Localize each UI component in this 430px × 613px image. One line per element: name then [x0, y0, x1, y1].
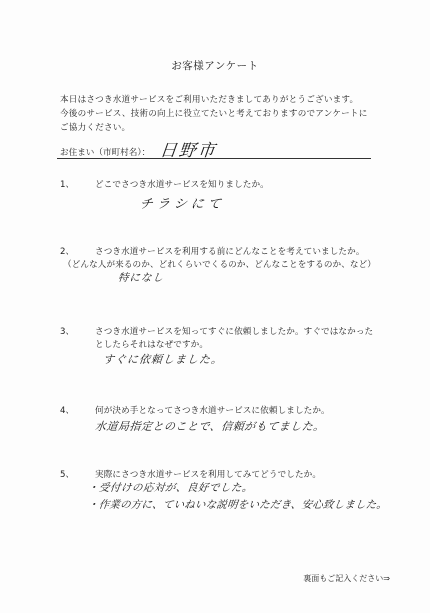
- footer-note: 裏面もご記入ください⇒: [303, 574, 390, 583]
- question-3-text-line-2: としたらそれはなぜですか。: [95, 340, 209, 350]
- question-3-answer: すぐに依頼しました。: [102, 353, 224, 366]
- address-label: お住まい（市町村名）：: [60, 148, 151, 158]
- question-5-answer-line-1: ・受付けの応対が、良好でした。: [87, 482, 254, 494]
- question-5-number: 5、: [60, 470, 75, 480]
- question-1-answer: チラシにて: [139, 197, 226, 212]
- question-2-answer: 特になし: [117, 272, 165, 284]
- intro-line-1: 本日はさつき水道サービスをご利用いただきましてありがとうございます。: [60, 95, 359, 105]
- question-3-text-line-1: さつき水道サービスを知ってすぐに依頼しましたか。すぐではなかった: [95, 327, 374, 337]
- question-5-answer-line-2: ・作業の方に、ていねいな説明をいただき、安心致しました。: [87, 499, 388, 511]
- address-value: 日野市: [158, 141, 218, 161]
- question-2-text-line-2: （どんな人が来るのか、どれくらいでくるのか、どんなことをするのか、など）: [63, 260, 376, 270]
- question-4-text: 何が決め手となってさつき水道サービスに依頼しましたか。: [95, 406, 330, 416]
- question-2-text-line-1: さつき水道サービスを利用する前にどんなことを考えていましたか。: [95, 247, 365, 257]
- question-3-number: 3、: [60, 327, 75, 337]
- question-4-number: 4、: [60, 406, 75, 416]
- intro-line-2: 今後のサービス、技術の向上に役立てたいと考えておりますのでアンケートに: [60, 109, 368, 119]
- question-1-text: どこでさつき水道サービスを知りましたか。: [95, 180, 269, 190]
- question-4-answer: 水道局指定とのことで、信頼がもてました。: [94, 420, 326, 433]
- question-2-number: 2、: [60, 247, 75, 257]
- question-1-number: 1、: [60, 180, 75, 190]
- intro-line-3: ご協力ください。: [60, 123, 131, 133]
- question-5-text: 実際にさつき水道サービスを利用してみてどうでしたか。: [95, 470, 322, 480]
- address-underline: [57, 158, 371, 159]
- survey-title: お客様アンケート: [171, 60, 259, 72]
